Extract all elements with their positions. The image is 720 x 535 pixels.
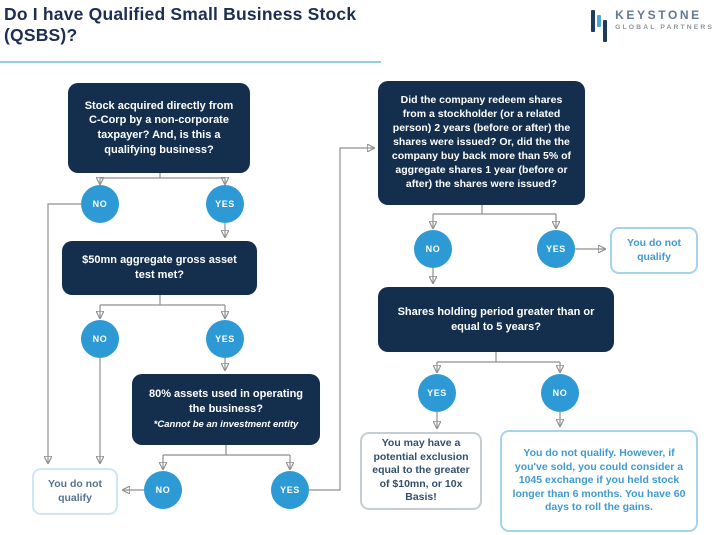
question-box-asset-use: [132, 374, 320, 445]
logo-tagline: GLOBAL PARTNERS: [615, 24, 714, 31]
circle-holding-no: NO: [541, 374, 579, 412]
circle-asset-use-no: NO: [144, 471, 182, 509]
outcome-box-not-qualify-right: You do not qualify: [610, 227, 698, 274]
circle-asset-test-yes: YES: [206, 320, 244, 358]
question-box-redemption: [378, 81, 585, 205]
question-text: Shares holding period greater than or equal to 5 years?: [397, 305, 595, 333]
logo-name: KEYSTONE: [615, 8, 702, 22]
circle-redemption-yes: YES: [537, 230, 575, 268]
outcome-box-not-qualify-left: You do not qualify: [32, 468, 118, 515]
circle-asset-test-no: NO: [81, 320, 119, 358]
question-text: $50mn aggregate gross asset test met?: [82, 254, 237, 281]
question-text: 80% assets used in operating the business?: [148, 388, 304, 415]
circle-asset-use-yes: YES: [271, 471, 309, 509]
circle-redemption-no: NO: [414, 230, 452, 268]
question-box-holding-period: [378, 287, 614, 352]
question-text: Stock acquired directly from C-Corp by a non-corporate taxpayer? And, is this a qualifying business?: [84, 99, 234, 156]
page-title: Do I have Qualified Small Business Stock (QSBS)?: [4, 4, 357, 45]
circle-acquisition-no: NO: [81, 185, 119, 223]
question-box-acquisition: [68, 83, 250, 173]
circle-holding-yes: YES: [418, 374, 456, 412]
question-note: *Cannot be an investment entity: [153, 419, 299, 431]
circle-acquisition-yes: YES: [206, 185, 244, 223]
question-text: Did the company redeem shares from a stockholder (or a related person) 2 years (before or after) the shares were issued? Or, did the the company buy back more than 5% of aggregate shares 1 year (before or after) the shares were issued?: [391, 94, 572, 190]
outcome-box-rollover-1045: You do not qualify. However, if you've sold, you could consider a 1045 exchange if you held stock longer than 6 months. You have 60 days to roll the gains.: [500, 430, 698, 532]
question-box-asset-test: [62, 241, 257, 295]
outcome-box-exclusion: You may have a potential exclusion equal to the greater of $10mn, or 10x Basis!: [360, 432, 482, 510]
